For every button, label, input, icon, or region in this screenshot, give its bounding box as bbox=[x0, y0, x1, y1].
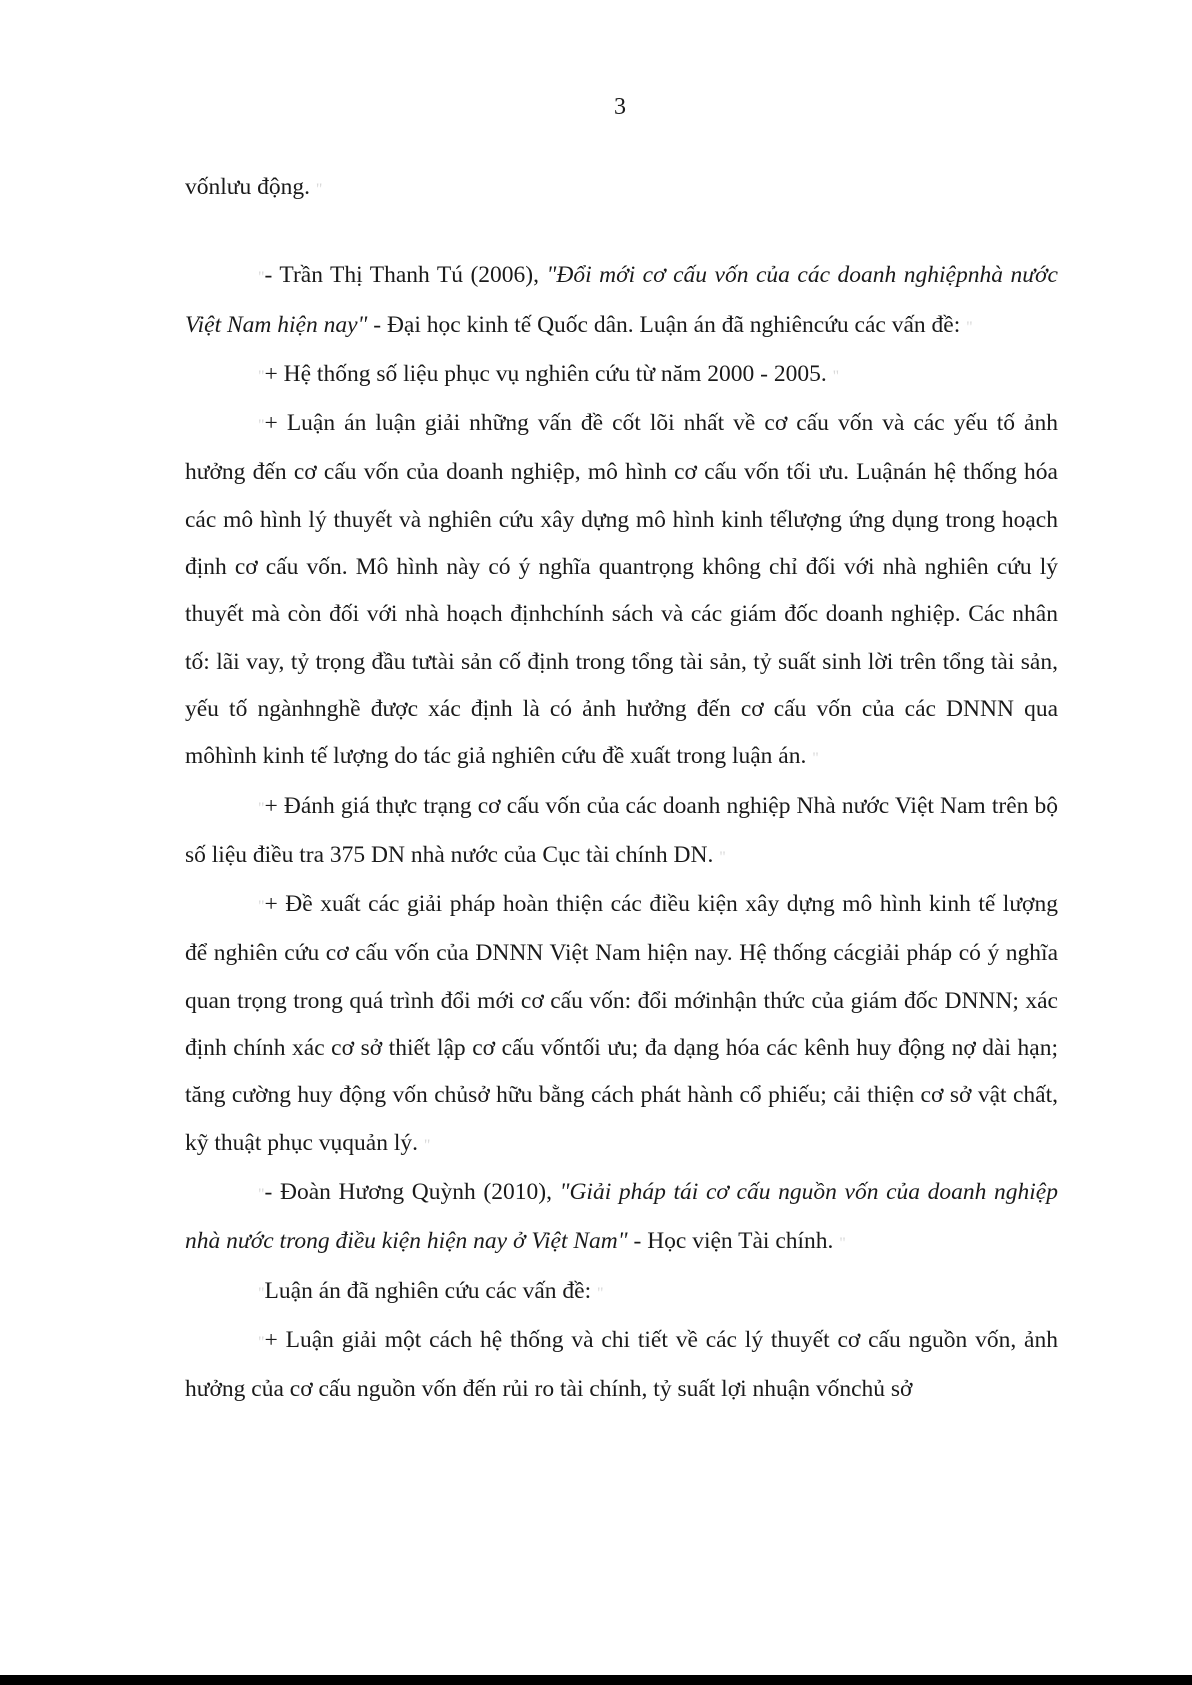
reference-doan-huong-quynh bbox=[185, 1169, 1058, 1268]
bullet-data-system bbox=[185, 351, 1058, 400]
paragraph-text: + Đánh giá thực trạng cơ cấu vốn của các doanh nghiệp Nhà nước Việt Nam trên bộ số liệu điều tra 375 DN nhà nước của Cục tài chính DN. bbox=[185, 792, 1058, 868]
paragraph-text: + Luận giải một cách hệ thống và chi tiết về các lý thuyết cơ cấu nguồn vốn, ảnh hưởng của cơ cấu nguồn vốn đến rủi ro tài chính, tỷ suất lợi nhuận vốnchủ sở bbox=[185, 1326, 1058, 1403]
paragraph-mark: " bbox=[258, 269, 265, 287]
bullet-theory bbox=[185, 1317, 1058, 1414]
paragraph-mark: " bbox=[258, 1284, 265, 1302]
paragraph-mark: " bbox=[258, 799, 265, 817]
paragraph-mark: " bbox=[258, 1333, 265, 1351]
bullet-proposals bbox=[185, 881, 1058, 1169]
paragraph-mark: " bbox=[423, 1136, 431, 1154]
paragraph-mark: " bbox=[812, 750, 819, 768]
paragraph-mark: " bbox=[839, 1235, 846, 1253]
bullet-core-issues bbox=[185, 400, 1058, 782]
paragraph-mark: " bbox=[966, 318, 973, 336]
reference-source: - Học viện Tài chính. bbox=[627, 1228, 834, 1255]
paragraph-mark: " bbox=[258, 367, 265, 385]
paragraph-mark: " bbox=[258, 417, 265, 435]
paragraph-mark: " bbox=[315, 181, 323, 198]
paragraph-mark: " bbox=[258, 898, 265, 916]
page-number: 3 bbox=[614, 94, 626, 120]
paragraph-text: + Đề xuất các giải pháp hoàn thiện các điều kiện xây dựng mô hình kinh tế lượng để nghiên cứu cơ cấu vốn của DNNN Việt Nam hiện nay. Hệ thống cácgiải pháp có ý nghĩa quan trọng trong quá trình đổi mới cơ cấu vốn: đổi mớinhận thức của giám đốc DNNN; xác định chính xác cơ sở thiết lập cơ cấu vốntối ưu; đa dạng hóa các kênh huy động nợ dài hạn; tăng cường huy động vốn chủsở hữu bằng cách phát hành cổ phiếu; cải thiện cơ sở vật chất, kỹ thuật phục vụquản lý. bbox=[185, 891, 1058, 1156]
paragraph-mark: " bbox=[832, 367, 840, 385]
document-body bbox=[185, 164, 1058, 1413]
paragraph-mark: " bbox=[719, 848, 726, 866]
research-issues-intro bbox=[185, 1268, 1058, 1317]
reference-tran-thi-thanh-tu bbox=[185, 252, 1058, 351]
paragraph-mark: " bbox=[597, 1284, 604, 1302]
bullet-assessment bbox=[185, 783, 1058, 882]
reference-title: "Đổi mới cơ cấu vốn của các doanh nghiệpnhà nước Việt Nam hiện nay" bbox=[185, 262, 1058, 338]
paragraph-text: + Luận án luận giải những vấn đề cốt lõi nhất về cơ cấu vốn và các yếu tố ảnh hưởng đến cơ cấu vốn của doanh nghiệp, mô hình cơ cấu vốn tối ưu. Luậnán hệ thống hóa các mô hình lý thuyết và nghiên cứu xây dựng mô hình kinh tếlượng ứng dụng trong hoạch định cơ cấu vốn. Mô hình này có ý nghĩa quantrọng không chỉ đối với nhà nghiên cứu lý thuyết mà còn đối với nhà hoạch địnhchính sách và các giám đốc doanh nghiệp. Các nhân tố: lãi vay, tỷ trọng đầu tưtài sản cố định trong tổng tài sản, tỷ suất sinh lời trên tổng tài sản, yếu tố ngànhnghề được xác định là có ảnh hưởng đến cơ cấu vốn của các DNNN qua môhình kinh tế lượng do tác giả nghiên cứu đề xuất trong luận án. bbox=[185, 410, 1058, 770]
reference-author: - Đoàn Hương Quỳnh (2010), bbox=[264, 1178, 560, 1205]
paragraph-mark: " bbox=[258, 1185, 265, 1203]
paragraph-text: vốnlưu động. bbox=[185, 174, 311, 200]
paragraph-continuation bbox=[185, 164, 1058, 213]
page-bottom-rule bbox=[0, 1675, 1192, 1685]
reference-source: - Đại học kinh tế Quốc dân. Luận án đã nghiêncứu các vấn đề: bbox=[367, 311, 961, 338]
reference-author: - Trần Thị Thanh Tú (2006), bbox=[264, 262, 547, 289]
reference-title: "Giải pháp tái cơ cấu nguồn vốn của doanh nghiệp nhà nước trong điều kiện hiện nay ở Việt Nam" bbox=[185, 1178, 1058, 1255]
paragraph-text: + Hệ thống số liệu phục vụ nghiên cứu từ năm 2000 - 2005. bbox=[264, 360, 827, 387]
paragraph-text: Luận án đã nghiên cứu các vấn đề: bbox=[264, 1277, 592, 1304]
